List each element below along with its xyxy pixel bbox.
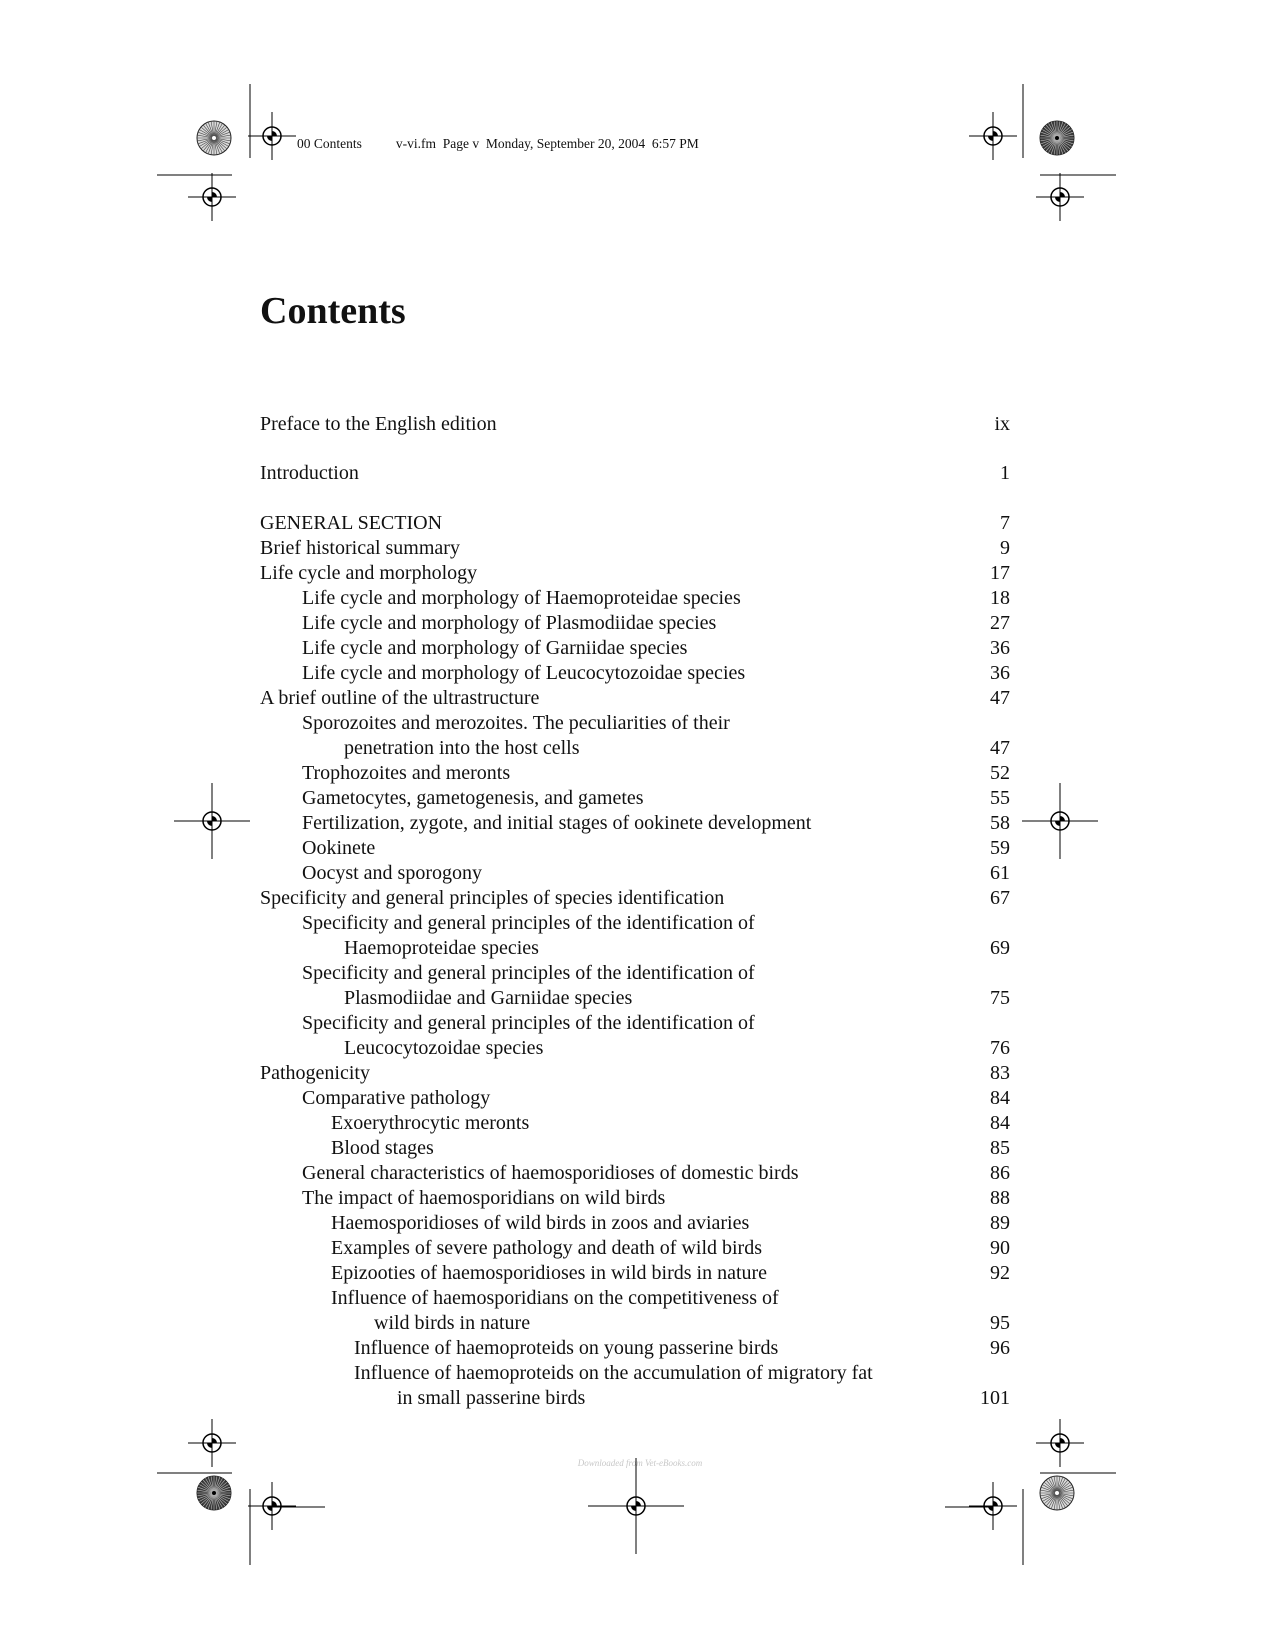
toc-entry [260,985,1010,1011]
registration-crosshair-icon [188,1419,236,1467]
toc-entry [260,585,1010,611]
toc-entry-page: 36 [990,662,1010,684]
crop-line [1040,174,1116,176]
download-stamp: Downloaded from Vet-eBooks.com [577,1458,703,1468]
toc-entry [260,1310,1010,1336]
slug-line [297,136,733,152]
toc-entry-title: Life cycle and morphology [260,562,478,584]
toc-entry-page: 86 [990,1162,1010,1184]
toc-entry [260,510,1010,536]
crop-line [1022,84,1024,158]
toc-entry-title: Brief historical summary [260,537,460,559]
registration-crosshair-icon [588,1458,684,1554]
toc-entry-title: Life cycle and morphology of Plasmodiidae species [302,612,717,634]
toc-entry [260,635,1010,661]
toc-entry-title: Leucocytozoidae species [344,1037,544,1059]
toc-entry-title: Life cycle and morphology of Leucocytozoidae species [302,662,746,684]
toc-entry-page: 17 [990,562,1010,584]
toc-entry-title: Gametocytes, gametogenesis, and gametes [302,787,644,809]
toc-entry [260,710,1010,736]
crop-line [272,1506,325,1508]
toc-entry-title: in small passerine birds [397,1387,586,1409]
toc-entry-page: 47 [990,737,1010,759]
toc-entry-title: Haemoproteidae species [344,937,539,959]
toc-entry [260,1010,1010,1036]
toc-entry-page: 7 [1000,512,1010,534]
toc-entry-title: Life cycle and morphology of Garniidae species [302,637,688,659]
toc-entry [260,1335,1010,1361]
toc-entry [260,885,1010,911]
toc-entry-title: Sporozoites and merozoites. The peculiarities of their [302,712,730,734]
toc-entry-page: 58 [990,812,1010,834]
toc-entry [260,460,1010,486]
toc-entry-title: Trophozoites and meronts [302,762,511,784]
toc-entry [260,935,1010,961]
page-title: Contents [260,290,406,332]
toc-entry [260,411,1010,437]
toc-entry-title: The impact of haemosporidians on wild birds [302,1187,666,1209]
toc-entry-page: 55 [990,787,1010,809]
registration-crosshair-icon [1036,1419,1084,1467]
color-star-target-icon [196,1475,232,1511]
toc-entry-page: 88 [990,1187,1010,1209]
toc-entry [260,1235,1010,1261]
toc-entry [260,685,1010,711]
toc-entry-page: 18 [990,587,1010,609]
toc-entry-page: 90 [990,1237,1010,1259]
toc-entry [260,735,1010,761]
toc-entry [260,760,1010,786]
toc-entry-title: Pathogenicity [260,1062,370,1084]
toc-entry-page: 52 [990,762,1010,784]
toc-entry-page: 61 [990,862,1010,884]
toc-entry-page: 85 [990,1137,1010,1159]
toc-entry-title: Haemosporidioses of wild birds in zoos and aviaries [331,1212,750,1234]
toc-entry-title: Oocyst and sporogony [302,862,482,884]
crop-line [1022,1489,1024,1565]
toc-entry [260,535,1010,561]
toc-entry [260,860,1010,886]
slug-filename: 00 Contents [297,136,362,151]
toc-entry-page: 83 [990,1062,1010,1084]
toc-entry-page: 36 [990,637,1010,659]
toc-entry-title: Examples of severe pathology and death of wild birds [331,1237,762,1259]
toc-entry [260,1085,1010,1111]
toc-entry [260,1285,1010,1311]
toc-entry [260,1385,1010,1411]
toc-entry-page: 84 [990,1087,1010,1109]
registration-crosshair-icon [1036,173,1084,221]
toc-entry-title: Exoerythrocytic meronts [331,1112,530,1134]
toc-entry [260,1135,1010,1161]
toc-entry-title: Epizooties of haemosporidioses in wild birds in nature [331,1262,768,1284]
toc-entry-page: 9 [1000,537,1010,559]
toc-entry-title: penetration into the host cells [344,737,580,759]
toc-entry-title: Influence of haemosporidians on the competitiveness of [331,1287,779,1309]
toc-entry-title: Plasmodiidae and Garniidae species [344,987,633,1009]
toc-entry [260,910,1010,936]
toc-entry-page: 75 [990,987,1010,1009]
toc-entry-page: 27 [990,612,1010,634]
toc-entry [260,1210,1010,1236]
toc-entry [260,610,1010,636]
toc-entry-title: A brief outline of the ultrastructure [260,687,540,709]
toc-entry-title: Influence of haemoproteids on young passerine birds [354,1337,779,1359]
toc-entry [260,1110,1010,1136]
crop-line [249,84,251,158]
toc-entry-title: Specificity and general principles of the identification of [302,962,755,984]
crop-line [945,1506,993,1508]
registration-crosshair-icon [1022,783,1098,859]
toc-entry-page: 92 [990,1262,1010,1284]
crop-line [1040,1472,1116,1474]
toc-entry [260,660,1010,686]
toc-entry-title: Specificity and general principles of species identification [260,887,725,909]
toc-entry [260,1260,1010,1286]
toc-entry-page: 89 [990,1212,1010,1234]
toc-entry-title: Ookinete [302,837,376,859]
toc-entry [260,1185,1010,1211]
toc-entry-page: ix [994,413,1010,435]
toc-entry-title: Preface to the English edition [260,413,497,435]
toc-entry-title: Introduction [260,462,359,484]
toc-entry [260,560,1010,586]
toc-entry-title: wild birds in nature [374,1312,531,1334]
toc-entry-page: 69 [990,937,1010,959]
toc-entry-page: 84 [990,1112,1010,1134]
color-star-target-icon [1039,1475,1075,1511]
toc-entry [260,1160,1010,1186]
toc-entry-title: Life cycle and morphology of Haemoproteidae species [302,587,741,609]
toc-entry-page: 96 [990,1337,1010,1359]
toc-entry [260,1360,1010,1386]
toc-entry-page: 67 [990,887,1010,909]
toc-entry-title: Blood stages [331,1137,434,1159]
toc-entry [260,1035,1010,1061]
slug-info: v-vi.fm Page v Monday, September 20, 2004 6:57 PM [395,136,699,151]
toc-entry-page: 47 [990,687,1010,709]
toc-entry [260,785,1010,811]
toc-entry-title: Comparative pathology [302,1087,491,1109]
crop-line [157,174,232,176]
color-star-target-icon [196,120,232,156]
toc-entry-page: 59 [990,837,1010,859]
toc-entry-title: General characteristics of haemosporidioses of domestic birds [302,1162,799,1184]
toc-entry [260,960,1010,986]
crop-line [249,1489,251,1565]
toc-entry [260,835,1010,861]
toc-entry-title: Specificity and general principles of the identification of [302,912,755,934]
toc-entry-page: 95 [990,1312,1010,1334]
toc-entry-page: 1 [1000,462,1010,484]
toc-entry [260,1060,1010,1086]
registration-crosshair-icon [188,173,236,221]
toc-entry-page: 101 [980,1387,1010,1409]
toc-entry-title: GENERAL SECTION [260,512,443,534]
registration-crosshair-icon [969,112,1017,160]
crop-line [157,1472,232,1474]
registration-crosshair-icon [174,783,250,859]
toc-entry-page: 76 [990,1037,1010,1059]
color-star-target-icon [1039,120,1075,156]
toc-entry-title: Influence of haemoproteids on the accumulation of migratory fat [354,1362,873,1384]
registration-crosshair-icon [248,112,296,160]
toc-entry-title: Specificity and general principles of the identification of [302,1012,755,1034]
toc-entry-title: Fertilization, zygote, and initial stages of ookinete development [302,812,812,834]
toc-entry [260,810,1010,836]
